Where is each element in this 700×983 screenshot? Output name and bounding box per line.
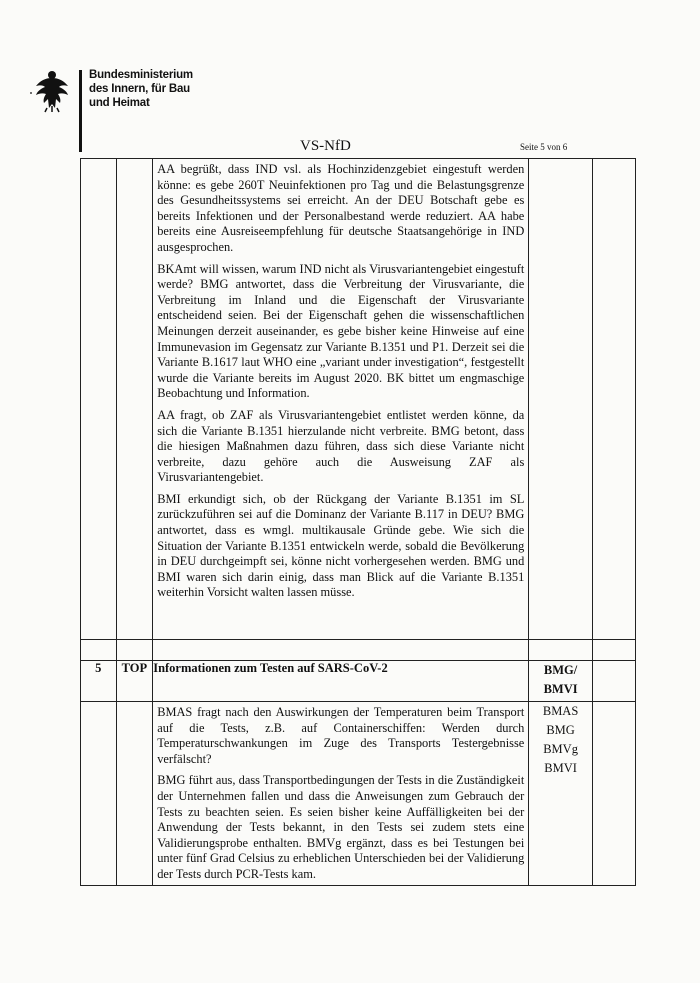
cell-responsible	[529, 159, 593, 640]
page-number: Seite 5 von 6	[520, 142, 568, 152]
responsible-entry: BMVI	[543, 682, 578, 696]
federal-eagle-icon	[28, 66, 76, 114]
responsible-entry: BMVg	[543, 742, 578, 756]
cell-number	[81, 702, 117, 886]
agenda-number: 5	[81, 661, 117, 702]
agenda-responsible	[529, 661, 593, 702]
paragraph: BMG führt aus, dass Transportbedingungen der Tests in die Zuständigkeit der Unternehmen fallen und dass die Anweisungen zum Gebrauch der Tests zu beachten seien. Es seien bisher keine Auffälligkeiten bei der Anwendung der Tests bekannt, in den Tests sei zudem stets eine Validierungsprobe enthalten. BMVg ergänzt, dass es bei Testungen bei unter fünf Grad Celsius zu erheblichen Unterschieden bei der Validierung der Tests durch PCR-Tests kam.	[157, 773, 525, 881]
ministry-line: des Innern, für Bau	[89, 83, 190, 95]
paragraph: BMAS fragt nach den Auswirkungen der Temperaturen beim Transport auf die Tests, z.B. auf Containerschiffen: Werden durch Temperaturschwankungen im Zuge des Transports Testergebnisse verfälscht?	[157, 705, 525, 766]
table-row-spacer	[81, 640, 636, 661]
ministry-line: Bundesministerium	[89, 69, 193, 81]
agenda-row	[81, 661, 636, 702]
responsible-entry: BMG/	[543, 663, 578, 677]
cell-notes	[592, 661, 635, 702]
table-row	[81, 159, 636, 640]
cell-notes	[592, 702, 635, 886]
table-row	[81, 702, 636, 886]
responsible-entry: BMAS	[542, 704, 579, 718]
paragraph: AA fragt, ob ZAF als Virusvariantengebiet entlistet werden könne, da sich die Variante B.1351 hierzulande nicht verbreite. BMG betont, dass die hiesigen Maßnahmen dazu führen, dass sich diese Variante nicht verbreite, dazu gehöre auch die Ausweisung ZAF als Virusvariantengebiet.	[157, 407, 525, 485]
paragraph: BKAmt will wissen, warum IND nicht als Virusvariantengebiet eingestuft werde? BMG antwortet, dass die Verbreitung der Virusvariante, die Verbreitung im Inland und die Eigenschaft der Virusvariante entscheidend seien. Bei der Eigenschaft gehen die wissenschaftlichen Meinungen derzeit auseinander, es gebe bisher keine Hinweise auf eine Immunevasion im Gegensatz zur Variante B.1351 und P1. Derzeit sei die Variante B.1617 laut WHO eine „variant under investigation“, festgestellt wurde die Variante bereits im August 2020. BK bittet um engmaschige Beobachtung und Information.	[157, 261, 525, 401]
agenda-title: Informationen zum Testen auf SARS-CoV-2	[153, 661, 529, 702]
classification-label: VS-NfD	[300, 138, 351, 154]
cell-number	[81, 159, 117, 640]
cell-discussion	[153, 702, 529, 886]
ministry-logo-bar	[79, 70, 82, 152]
cell-label	[116, 159, 153, 640]
responsible-entry: BMG	[546, 723, 575, 737]
cell-label	[116, 702, 153, 886]
agenda-label: TOP	[116, 661, 153, 702]
ministry-name	[89, 68, 193, 110]
cell-responsible	[529, 702, 593, 886]
cell-discussion	[153, 159, 529, 640]
paragraph: BMI erkundigt sich, ob der Rückgang der Variante B.1351 im SL zurückzuführen sei auf die Dominanz der Variante B.117 in DEU? BMG antwortet, dass es wmgl. multikausale Gründe gebe. Wie sich die Situation der Variante B.1351 entwickeln werde, sobald die Bevölkerung in DEU durchgeimpft sei, könne nicht vorhergesehen werden. BMG und BMI waren sich darin einig, dass man Blick auf die Variante B.1351 weiterhin Vorsicht walten lassen müsse.	[157, 491, 525, 600]
cell-notes	[592, 159, 635, 640]
ministry-line: und Heimat	[89, 97, 150, 109]
paragraph: AA begrüßt, dass IND vsl. als Hochinzidenzgebiet eingestuft werden könne: es gebe 260T Neuinfektionen pro Tag und die Belastungsgrenze des Gesundheitssystems sei erreicht. An der DEU Botschaft gebe es bereits Infektionen und der Personalbestand werde reduziert. AA habe bereits eine Ausreiseempfehlung für deutsche Staatsangehörige in IND ausgesprochen.	[157, 162, 525, 254]
responsible-entry: BMVI	[544, 761, 577, 775]
minutes-table	[80, 158, 636, 886]
